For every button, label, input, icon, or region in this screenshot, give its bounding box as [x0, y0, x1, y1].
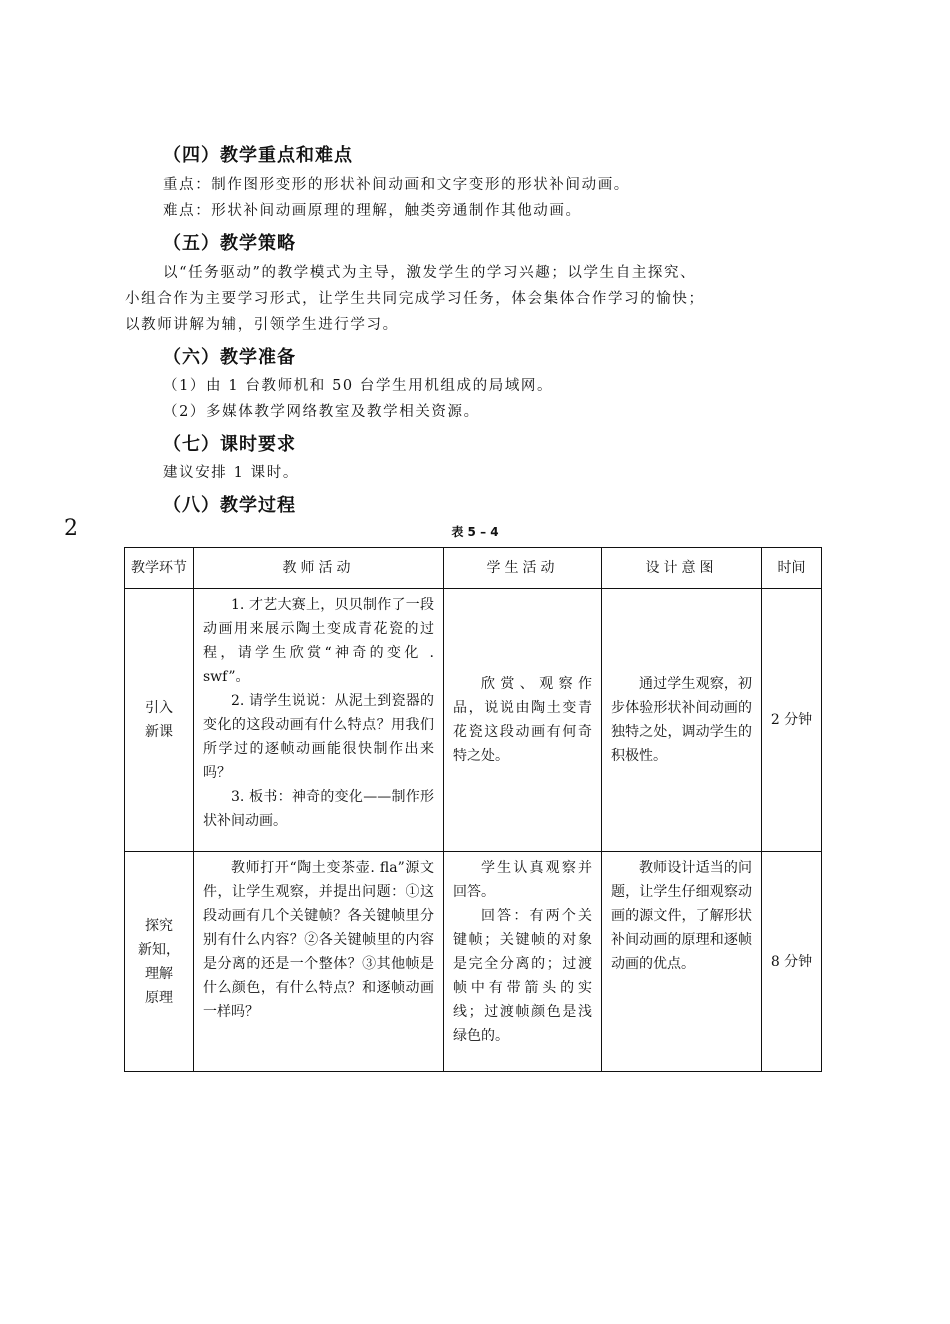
stage-cell [125, 589, 194, 852]
section-heading-8: （八）教学过程 [163, 495, 296, 516]
difficulty-line: 难点：形状补间动画原理的理解，触类旁通制作其他动画。 [163, 203, 582, 219]
student-text: 欣赏、观察作品，说说由陶土变青花瓷这段动画有何奇特之处。 [453, 676, 592, 764]
stage-label-line: 引入 [145, 700, 173, 716]
teacher-step: 2. 请学生说说：从泥土到瓷器的变化的这段动画有什么特点？用我们所学过的逐帧动画能很快制作出来吗？ [203, 693, 434, 781]
header-design-intent: 设计意图 [602, 548, 762, 589]
page-number: 2 [64, 516, 78, 541]
strategy-line-1: 以“任务驱动”的教学模式为主导，激发学生的学习兴趣；以学生自主探究、 [163, 265, 697, 281]
section-heading-5: （五）教学策略 [163, 233, 296, 254]
table-row [125, 852, 822, 1072]
teacher-step: 1. 才艺大赛上，贝贝制作了一段动画用来展示陶土变成青花瓷的过程，请学生欣赏“神奇的变化 . swf”。 [203, 597, 434, 685]
student-text: 回答：有两个关键帧；关键帧的对象是完全分离的；过渡帧中有带箭头的实线；过渡帧颜色是浅绿色的。 [453, 908, 592, 1044]
intent-text: 通过学生观察，初步体验形状补间动画的独特之处，调动学生的积极性。 [611, 676, 752, 764]
stage-label-line: 探究 [145, 917, 173, 934]
prep-line-1: （1）由 1 台教师机和 50 台学生用机组成的局域网。 [163, 378, 554, 394]
time-cell: 2 分钟 [762, 589, 822, 852]
teacher-activity-cell [194, 852, 444, 1072]
design-intent-cell [602, 589, 762, 852]
student-activity-cell [444, 852, 602, 1072]
stage-label-line: 新知， [138, 941, 180, 958]
hours-line: 建议安排 1 课时。 [163, 465, 299, 481]
teacher-activity-cell [194, 589, 444, 852]
strategy-line-2: 小组合作为主要学习形式，让学生共同完成学习任务，体会集体合作学习的愉快； [125, 291, 705, 307]
key-point-line: 重点：制作图形变形的形状补间动画和文字变形的形状补间动画。 [163, 177, 630, 193]
stage-label-line: 理解 [145, 965, 173, 982]
table-row [125, 589, 822, 852]
header-student-activity: 学生活动 [444, 548, 602, 589]
lesson-process-table [124, 547, 822, 1072]
section-heading-7: （七）课时要求 [163, 434, 296, 455]
table-header-row [125, 548, 822, 589]
design-intent-cell [602, 852, 762, 1072]
intent-text: 教师设计适当的问题，让学生仔细观察动画的源文件，了解形状补间动画的原理和逐帧动画的优点。 [611, 860, 752, 972]
stage-label-line: 原理 [145, 989, 173, 1006]
header-stage: 教学环节 [125, 548, 194, 589]
teacher-step: 3. 板书：神奇的变化——制作形状补间动画。 [203, 789, 434, 829]
stage-label-line: 新课 [145, 724, 173, 740]
table-caption: 表 5 – 4 [451, 525, 499, 539]
student-activity-cell [444, 589, 602, 852]
header-time: 时间 [762, 548, 822, 589]
prep-line-2: （2）多媒体教学网络教室及教学相关资源。 [163, 404, 480, 420]
section-heading-6: （六）教学准备 [163, 347, 296, 368]
teacher-step: 教师打开“陶土变茶壶. fla”源文件，让学生观察，并提出问题：①这段动画有几个关键帧？各关键帧里分别有什么内容？②各关键帧里的内容是分离的还是一个整体？③其他帧是什么颜色，有什么特点？和逐帧动画一样吗？ [203, 860, 434, 1020]
student-text: 学生认真观察并回答。 [453, 860, 592, 900]
header-teacher-activity: 教师活动 [194, 548, 444, 589]
stage-cell [125, 852, 194, 1072]
strategy-line-3: 以教师讲解为辅，引领学生进行学习。 [125, 317, 399, 333]
time-cell: 8 分钟 [762, 852, 822, 1072]
section-heading-4: （四）教学重点和难点 [163, 145, 353, 166]
